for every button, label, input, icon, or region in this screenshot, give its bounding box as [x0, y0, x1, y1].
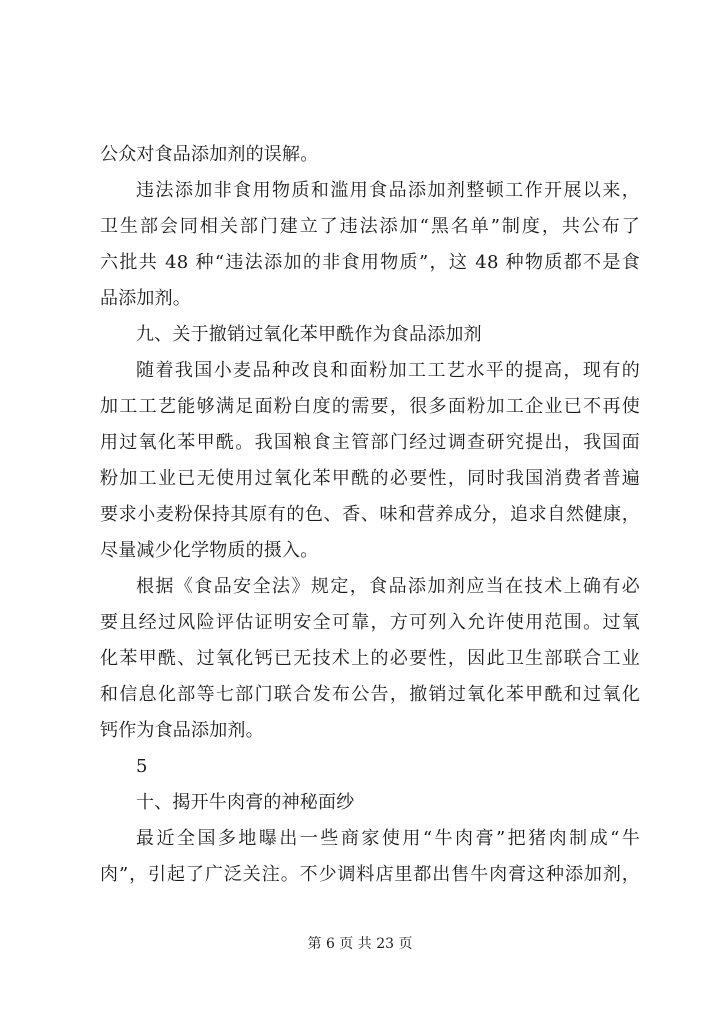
text-line: 卫生部会同相关部门建立了违法添加“黑名单”制度，共公布了 [100, 216, 640, 237]
text-line: 用过氧化苯甲酰。我国粮食主管部门经过调查研究提出，我国面 [100, 432, 640, 453]
text-line: 品添加剂。 [100, 288, 191, 309]
paragraph-start: 违法添加非食用物质和滥用食品添加剂整顿工作开展以来， [136, 180, 640, 201]
paragraph-start: 最近全国多地曝出一些商家使用“牛肉膏”把猪肉制成“牛 [136, 828, 640, 849]
text-line: 公众对食品添加剂的误解。 [100, 144, 319, 165]
text-line: 和信息化部等七部门联合发布公告，撤销过氧化苯甲酰和过氧化 [100, 684, 640, 705]
page-marker-number: 5 [136, 756, 148, 777]
section-heading-nine: 九、关于撤销过氧化苯甲酰作为食品添加剂 [136, 324, 482, 345]
text-line: 要且经过风险评估证明安全可靠，方可列入允许使用范围。过氧 [100, 612, 640, 633]
text-line: 要求小麦粉保持其原有的色、香、味和营养成分，追求自然健康， [100, 504, 640, 525]
text-line: 尽量减少化学物质的摄入。 [100, 540, 319, 561]
text-line: 加工工艺能够满足面粉白度的需要，很多面粉加工企业已不再使 [100, 396, 640, 417]
text-line: 钙作为食品添加剂。 [100, 720, 264, 741]
text-line: 六批共 48 种“违法添加的非食用物质”，这 48 种物质都不是食 [100, 252, 640, 273]
paragraph-start: 根据《食品安全法》规定，食品添加剂应当在技术上确有必 [136, 576, 640, 597]
page-footer: 第 6 页 共 23 页 [307, 936, 413, 952]
text-line: 粉加工业已无使用过氧化苯甲酰的必要性，同时我国消费者普遍 [100, 468, 640, 489]
paragraph-start: 随着我国小麦品种改良和面粉加工工艺水平的提高，现有的 [136, 360, 640, 381]
document-body [100, 137, 640, 893]
text-line: 肉”，引起了广泛关注。不少调料店里都出售牛肉膏这种添加剂， [100, 864, 640, 885]
text-line: 化苯甲酰、过氧化钙已无技术上的必要性，因此卫生部联合工业 [100, 648, 640, 669]
section-heading-ten: 十、揭开牛肉膏的神秘面纱 [136, 792, 355, 813]
